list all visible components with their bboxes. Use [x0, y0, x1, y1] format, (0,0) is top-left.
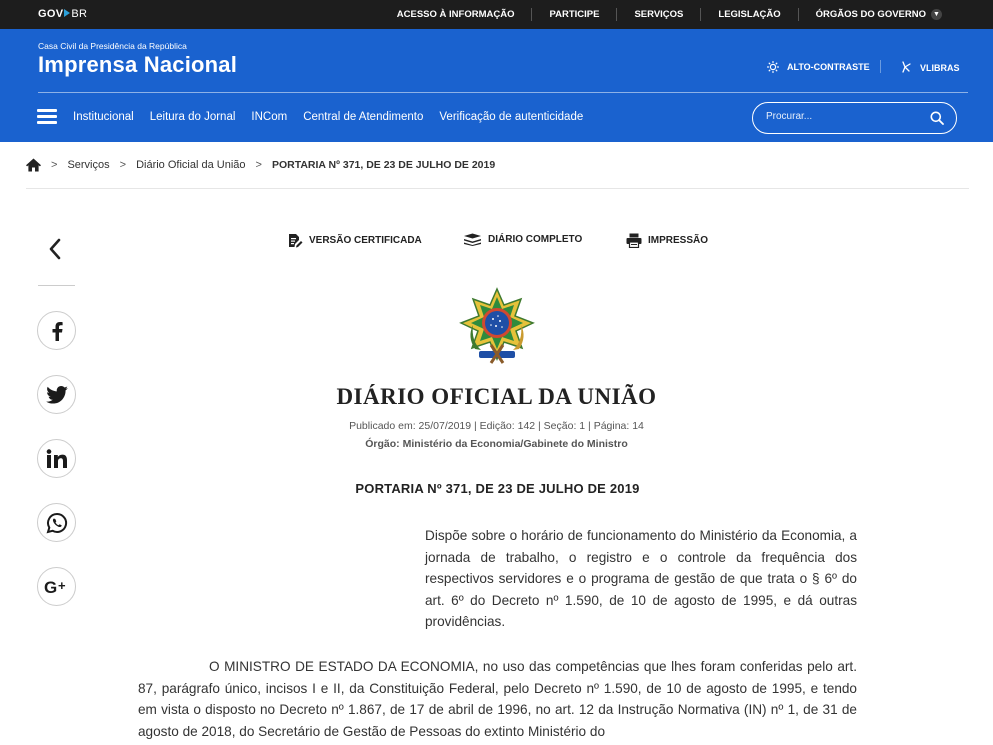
certified-version-label: VERSÃO CERTIFICADA — [309, 235, 422, 246]
linkedin-icon — [46, 449, 68, 469]
vlibras-button[interactable] — [900, 61, 960, 74]
nav-leitura-do-jornal[interactable]: Leitura do Jornal — [149, 111, 236, 123]
share-google-plus-button[interactable] — [37, 567, 76, 606]
top-link-acesso[interactable]: ACESSO À INFORMAÇÃO — [396, 9, 515, 20]
top-link-orgaos[interactable] — [798, 8, 959, 21]
gov-label: GOV — [38, 8, 64, 20]
nav-incom[interactable]: INCom — [251, 111, 288, 123]
printer-icon — [626, 233, 642, 248]
breadcrumb-divider — [26, 188, 969, 189]
high-contrast-button[interactable] — [767, 61, 870, 73]
breadcrumb-servicos[interactable]: Serviços — [67, 159, 110, 171]
home-icon[interactable] — [26, 158, 41, 172]
nav-central-de-atendimento[interactable]: Central de Atendimento — [303, 111, 424, 123]
accessibility-divider — [880, 60, 881, 73]
full-journal-link[interactable] — [463, 233, 582, 246]
nav-verificacao[interactable]: Verificação de autenticidade — [439, 111, 584, 123]
top-link-participe[interactable]: PARTICIPE — [531, 8, 616, 21]
govbr-logo[interactable] — [38, 8, 87, 20]
svg-text:+: + — [57, 577, 66, 593]
contrast-label: ALTO-CONTRASTE — [787, 62, 870, 72]
govbr-arrow-icon — [64, 9, 70, 17]
breadcrumb-separator: > — [51, 159, 58, 171]
facebook-icon — [51, 321, 63, 341]
breadcrumb-diario[interactable]: Diário Oficial da União — [136, 159, 246, 171]
organ-label: Órgão: Ministério da Economia/Gabinete do Ministro — [365, 438, 628, 450]
vlibras-label: VLIBRAS — [920, 62, 960, 73]
back-chevron-icon — [48, 238, 62, 260]
document-paragraph: O MINISTRO DE ESTADO DA ECONOMIA, no uso das competências que lhes foram conferidas pelo art. 87, parágrafo único, incisos I e II, da Constituição Federal, pelo Decreto nº 1.590, de 10 de agosto de 1995, e tendo em vista o disposto no Decreto nº 1.867, de 17 de abril de 1996, no art. 12 da Instrução Normativa (IN) nº 1, de 31 de agosto de 2018, do Secretário de Gestão de Pessoas do extinto Ministério do — [138, 659, 857, 739]
site-title[interactable]: Imprensa Nacional — [38, 52, 238, 77]
portaria-title: PORTARIA Nº 371, DE 23 DE JULHO DE 2019 — [355, 481, 640, 496]
vlibras-icon — [900, 61, 912, 74]
svg-text:G: G — [43, 577, 57, 596]
ementa-text: Dispõe sobre o horário de funcionamento do Ministério da Economia, a jornada de trabalho, o registro e o controle da frequência dos respectivos servidores e o programa de gestão de que trata o § 6º do art. 6º do Decreto nº 1.590, de 10 de agosto de 1995, e dá outras providências. — [425, 528, 857, 629]
top-link-servicos[interactable]: SERVIÇOS — [616, 8, 700, 21]
share-divider — [38, 285, 75, 286]
header-subtitle: Casa Civil da Presidência da República — [38, 41, 187, 51]
whatsapp-icon — [46, 512, 68, 534]
orgaos-label: ÓRGÃOS DO GOVERNO — [815, 9, 926, 20]
print-link[interactable] — [626, 233, 708, 248]
search-box — [752, 102, 957, 134]
header-divider — [38, 92, 968, 93]
breadcrumb-separator: > — [255, 159, 262, 171]
search-icon[interactable] — [930, 111, 944, 125]
stack-icon — [463, 233, 482, 246]
gov-top-bar — [0, 0, 993, 29]
breadcrumb — [26, 158, 495, 172]
coat-of-arms-icon — [457, 287, 537, 367]
nav-institucional[interactable]: Institucional — [73, 111, 134, 123]
share-whatsapp-button[interactable] — [37, 503, 76, 542]
print-label: IMPRESSÃO — [648, 235, 709, 246]
search-input[interactable] — [766, 111, 916, 122]
share-facebook-button[interactable] — [37, 311, 76, 350]
full-journal-label: DIÁRIO COMPLETO — [488, 234, 583, 245]
back-button[interactable] — [48, 238, 62, 265]
top-link-legislacao[interactable]: LEGISLAÇÃO — [700, 8, 797, 21]
top-links — [380, 8, 959, 21]
sun-icon — [767, 61, 779, 73]
publication-meta: Publicado em: 25/07/2019 | Edição: 142 | Seção: 1 | Página: 14 — [349, 420, 644, 432]
breadcrumb-separator: > — [119, 159, 127, 171]
certified-doc-icon — [288, 233, 303, 248]
main-nav — [73, 111, 599, 123]
journal-title: DIÁRIO OFICIAL DA UNIÃO — [336, 384, 657, 409]
br-label: BR — [71, 8, 88, 20]
menu-icon[interactable] — [37, 109, 57, 127]
chevron-down-icon: ▼ — [931, 9, 942, 20]
certified-version-link[interactable] — [288, 233, 422, 248]
site-header — [0, 29, 993, 142]
breadcrumb-current: PORTARIA Nº 371, DE 23 DE JULHO DE 2019 — [271, 159, 496, 171]
google-plus-icon — [44, 578, 70, 596]
